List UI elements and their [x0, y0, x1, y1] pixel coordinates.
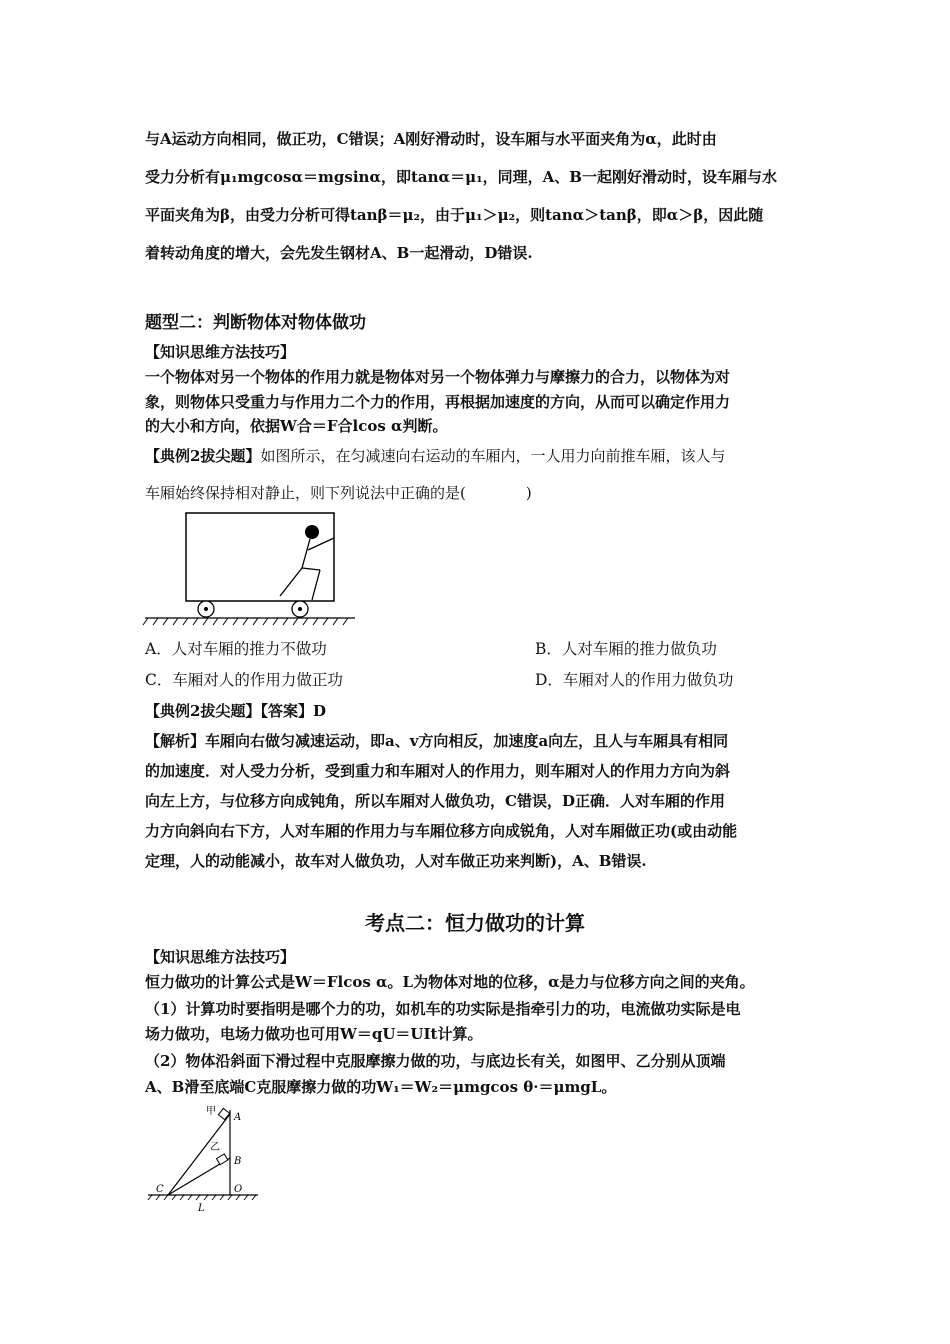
analysis2-line-4: 力方向斜向右下方，人对车厢的作用力与车厢位移方向成锐角，人对车厢做正功(或由动能	[145, 822, 738, 840]
label-l: L	[198, 1203, 205, 1214]
tips-label: 【知识思维方法技巧】	[145, 343, 296, 361]
analysis-line-4: 着转动角度的增大，会先发生钢材A、B一起滑动，D错误.	[145, 244, 533, 262]
option-a: A．人对车厢的推力不做功	[145, 640, 327, 658]
formula-line-2: （1）计算功时要指明是哪个力的功，如机车的功实际是指牵引力的功，电流做功实际是电	[145, 1000, 741, 1018]
example-question-line-1	[145, 445, 725, 466]
label-b: B	[234, 1156, 242, 1167]
label-o: O	[234, 1184, 243, 1195]
section-heading-type2: 题型二：判断物体对物体做功	[145, 313, 366, 333]
tips-line-1: 一个物体对另一个物体的作用力就是物体对另一个物体弹力与摩擦力的合力，以物体为对	[145, 368, 731, 386]
option-d: D．车厢对人的作用力做负功	[535, 671, 734, 689]
example-text: 如图所示，在匀减速向右运动的车厢内，一人用力向前推车厢，该人与	[260, 447, 726, 465]
example-label: 【典例2拔尖题】	[145, 447, 261, 465]
formula-line-3: 场力做功，电场力做功也可用W＝qU＝UIt计算。	[145, 1025, 483, 1043]
incline-figure	[140, 1100, 270, 1215]
option-c: C．车厢对人的作用力做正功	[145, 671, 343, 689]
formula-line-4: （2）物体沿斜面下滑过程中克服摩擦力做的功，与底边长有关，如图甲、乙分别从顶端	[145, 1052, 726, 1070]
answer-line: 【典例2拔尖题】【答案】D	[145, 702, 326, 720]
analysis2-line-2: 的加速度．对人受力分析，受到重力和车厢对人的作用力，则车厢对人的作用力方向为斜	[145, 762, 731, 780]
analysis-line-2: 受力分析有μ₁mgcosα＝mgsinα，即tanα＝μ₁，同理，A、B一起刚好滑动时，设车厢与水	[145, 168, 777, 186]
label-c: C	[156, 1184, 164, 1195]
analysis-line-1: 与A运动方向相同，做正功，C错误；A刚好滑动时，设车厢与水平面夹角为α，此时由	[145, 130, 717, 148]
label-a: A	[234, 1112, 242, 1123]
analysis2-line-5: 定理，人的动能减小，故车对人做负功，人对车做正功来判断)，A、B错误.	[145, 852, 647, 870]
example-question-line-2: 车厢始终保持相对静止，则下列说法中正确的是( )	[145, 484, 532, 502]
analysis2-line-3: 向左上方，与位移方向成钝角，所以车厢对人做负功，C错误，D正确．人对车厢的作用	[145, 792, 725, 810]
formula-line-1: 恒力做功的计算公式是W＝Flcos α。L为物体对地的位移，α是力与位移方向之间的夹角。	[145, 973, 755, 991]
label-jia: 甲	[206, 1106, 216, 1117]
label-yi: 乙	[210, 1142, 220, 1153]
analysis2-line-1: 【解析】车厢向右做匀减速运动，即a、v方向相反，加速度a向左，且人与车厢具有相同	[145, 732, 729, 750]
tips-line-2: 象，则物体只受重力与作用力二个力的作用，再根据加速度的方向，从而可以确定作用力	[145, 393, 731, 411]
tips-label-2: 【知识思维方法技巧】	[145, 948, 296, 966]
tips-line-3: 的大小和方向，依据W合＝F合lcos α判断。	[145, 417, 448, 435]
analysis-line-3: 平面夹角为β，由受力分析可得tanβ＝μ₂，由于μ₁＞μ₂，则tanα＞tanβ，即α＞β，因此随	[145, 206, 764, 224]
option-b: B．人对车厢的推力做负功	[535, 640, 717, 658]
section-title-point2: 考点二：恒力做功的计算	[365, 911, 585, 935]
formula-line-5: A、B滑至底端C克服摩擦力做的功W₁＝W₂＝μmgcos θ·＝μmgL。	[145, 1078, 617, 1096]
cart-figure	[140, 508, 360, 628]
